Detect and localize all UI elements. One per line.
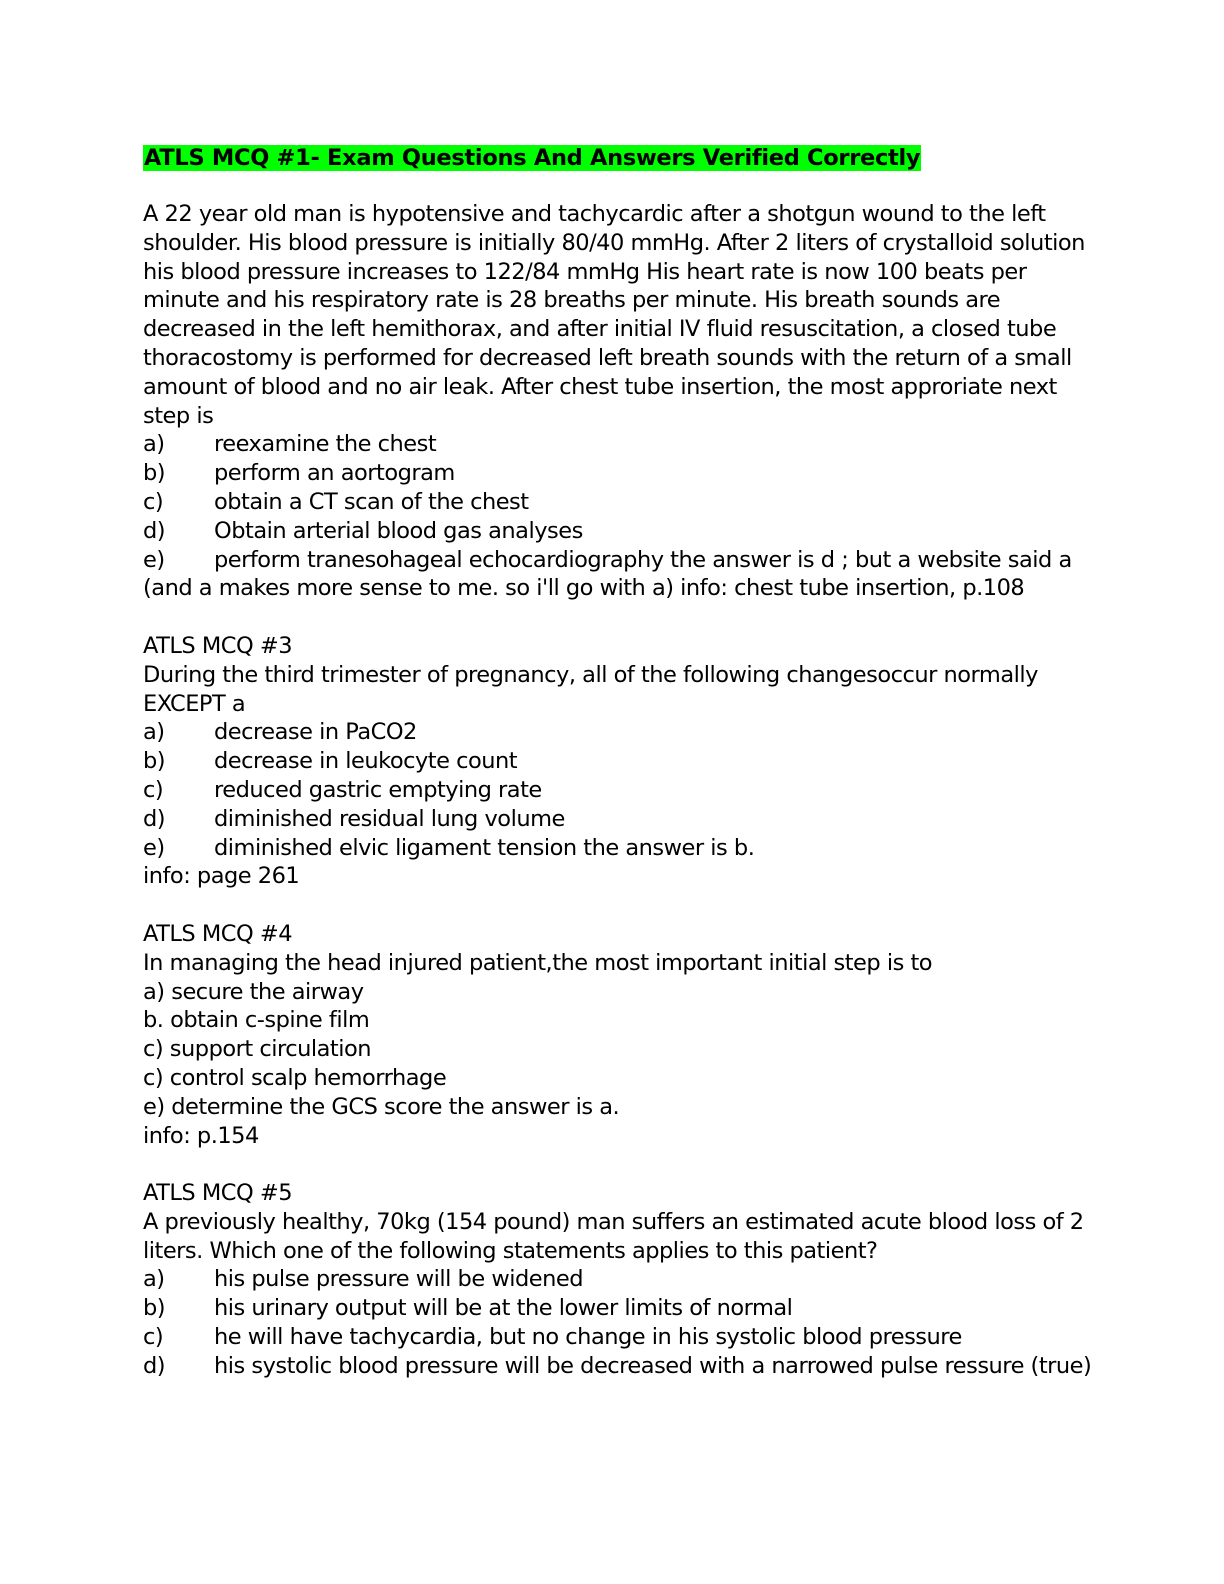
q5-stem-line: A previously healthy, 70kg (154 pound) man suffers an estimated acute blood loss of 2 bbox=[143, 1208, 1084, 1235]
q3-stem-line: During the third trimester of pregnancy, all of the following changesoccur normally bbox=[143, 661, 1038, 688]
q3-info: info: page 261 bbox=[143, 863, 300, 890]
q1-stem-line: amount of blood and no air leak. After chest tube insertion, the most approriate next bbox=[143, 373, 1057, 400]
option-letter: a) bbox=[143, 719, 165, 746]
q4-option-line: e) determine the GCS score the answer is a. bbox=[143, 1093, 620, 1120]
option-letter: a) bbox=[143, 1266, 165, 1293]
q1-continuation: (and a makes more sense to me. so i'll go with a) info: chest tube insertion, p.108 bbox=[143, 575, 1025, 602]
q3-option-d bbox=[143, 805, 1083, 834]
q4-info: info: p.154 bbox=[143, 1122, 259, 1149]
q1-stem-line: step is bbox=[143, 402, 214, 429]
q4-option-line: a) secure the airway bbox=[143, 978, 364, 1005]
spacer bbox=[143, 1150, 1083, 1179]
q5-heading: ATLS MCQ #5 bbox=[143, 1180, 293, 1207]
option-text: reexamine the chest bbox=[214, 431, 437, 458]
q4-heading: ATLS MCQ #4 bbox=[143, 920, 293, 947]
question-5 bbox=[143, 1179, 1092, 1381]
option-text: his urinary output will be at the lower limits of normal bbox=[214, 1295, 793, 1322]
q1-option-e bbox=[143, 546, 1083, 575]
option-letter: c) bbox=[143, 776, 164, 803]
q1-option-a bbox=[143, 430, 1083, 459]
option-letter: d) bbox=[143, 1352, 166, 1379]
q5-option-c bbox=[143, 1323, 1083, 1352]
option-letter: d) bbox=[143, 517, 166, 544]
option-letter: c) bbox=[143, 488, 164, 515]
option-letter: b) bbox=[143, 748, 166, 775]
question-1 bbox=[143, 200, 1083, 603]
q1-option-c bbox=[143, 488, 1083, 517]
q1-stem-line: his blood pressure increases to 122/84 mmHg His heart rate is now 100 beats per bbox=[143, 258, 1027, 285]
option-letter: b) bbox=[143, 460, 166, 487]
q3-option-e bbox=[143, 834, 1083, 863]
option-text: diminished elvic ligament tension the answer is b. bbox=[214, 834, 755, 861]
q3-option-c bbox=[143, 776, 1083, 805]
q1-stem-line: thoracostomy is performed for decreased left breath sounds with the return of a small bbox=[143, 344, 1072, 371]
spacer bbox=[143, 176, 1083, 200]
option-text: he will have tachycardia, but no change in his systolic blood pressure bbox=[214, 1324, 962, 1351]
q5-option-d bbox=[143, 1352, 1092, 1381]
q5-option-b bbox=[143, 1294, 1083, 1323]
q4-option-line: c) control scalp hemorrhage bbox=[143, 1064, 447, 1091]
option-text: Obtain arterial blood gas analyses bbox=[214, 517, 583, 544]
spacer bbox=[143, 603, 1083, 632]
option-letter: e) bbox=[143, 546, 165, 573]
option-text: reduced gastric emptying rate bbox=[214, 776, 542, 803]
option-text: diminished residual lung volume bbox=[214, 805, 565, 832]
q1-stem-line: minute and his respiratory rate is 28 breaths per minute. His breath sounds are bbox=[143, 287, 1001, 314]
question-4 bbox=[143, 920, 1083, 1150]
q3-option-a bbox=[143, 718, 1083, 747]
q1-stem-line: shoulder. His blood pressure is initially 80/40 mmHg. After 2 liters of crystalloid solution bbox=[143, 229, 1085, 256]
document-page bbox=[143, 140, 1092, 1381]
option-letter: c) bbox=[143, 1324, 164, 1351]
option-text: his systolic blood pressure will be decreased with a narrowed pulse ressure (true) bbox=[214, 1352, 1092, 1379]
q1-option-d bbox=[143, 517, 1083, 546]
q5-stem-line: liters. Which one of the following statements applies to this patient? bbox=[143, 1237, 878, 1264]
option-text: perform tranesohageal echocardiography the answer is d ; but a website said a bbox=[214, 546, 1072, 573]
option-text: decrease in PaCO2 bbox=[214, 719, 417, 746]
q4-stem: In managing the head injured patient,the most important initial step is to bbox=[143, 949, 933, 976]
option-text: his pulse pressure will be widened bbox=[214, 1266, 583, 1293]
q1-stem-line: A 22 year old man is hypotensive and tachycardic after a shotgun wound to the left bbox=[143, 201, 1046, 227]
option-letter: b) bbox=[143, 1295, 166, 1322]
option-letter: e) bbox=[143, 834, 165, 861]
q3-heading: ATLS MCQ #3 bbox=[143, 632, 293, 659]
spacer bbox=[143, 891, 1083, 920]
option-letter: d) bbox=[143, 805, 166, 832]
q1-stem-line: decreased in the left hemithorax, and after initial IV fluid resuscitation, a closed tube bbox=[143, 316, 1057, 343]
option-text: decrease in leukocyte count bbox=[214, 748, 518, 775]
q3-option-b bbox=[143, 747, 1083, 776]
option-text: perform an aortogram bbox=[214, 460, 455, 487]
document-title: ATLS MCQ #1- Exam Questions And Answers Verified Correctly bbox=[144, 145, 921, 171]
q4-option-line: b. obtain c-spine film bbox=[143, 1007, 370, 1034]
q3-stem-line: EXCEPT a bbox=[143, 690, 246, 717]
q1-option-b bbox=[143, 459, 1083, 488]
option-letter: a) bbox=[143, 431, 165, 458]
q4-option-line: c) support circulation bbox=[143, 1036, 371, 1063]
option-text: obtain a CT scan of the chest bbox=[214, 488, 529, 515]
question-3 bbox=[143, 632, 1083, 891]
q5-option-a bbox=[143, 1265, 1083, 1294]
title-line bbox=[143, 140, 1083, 176]
